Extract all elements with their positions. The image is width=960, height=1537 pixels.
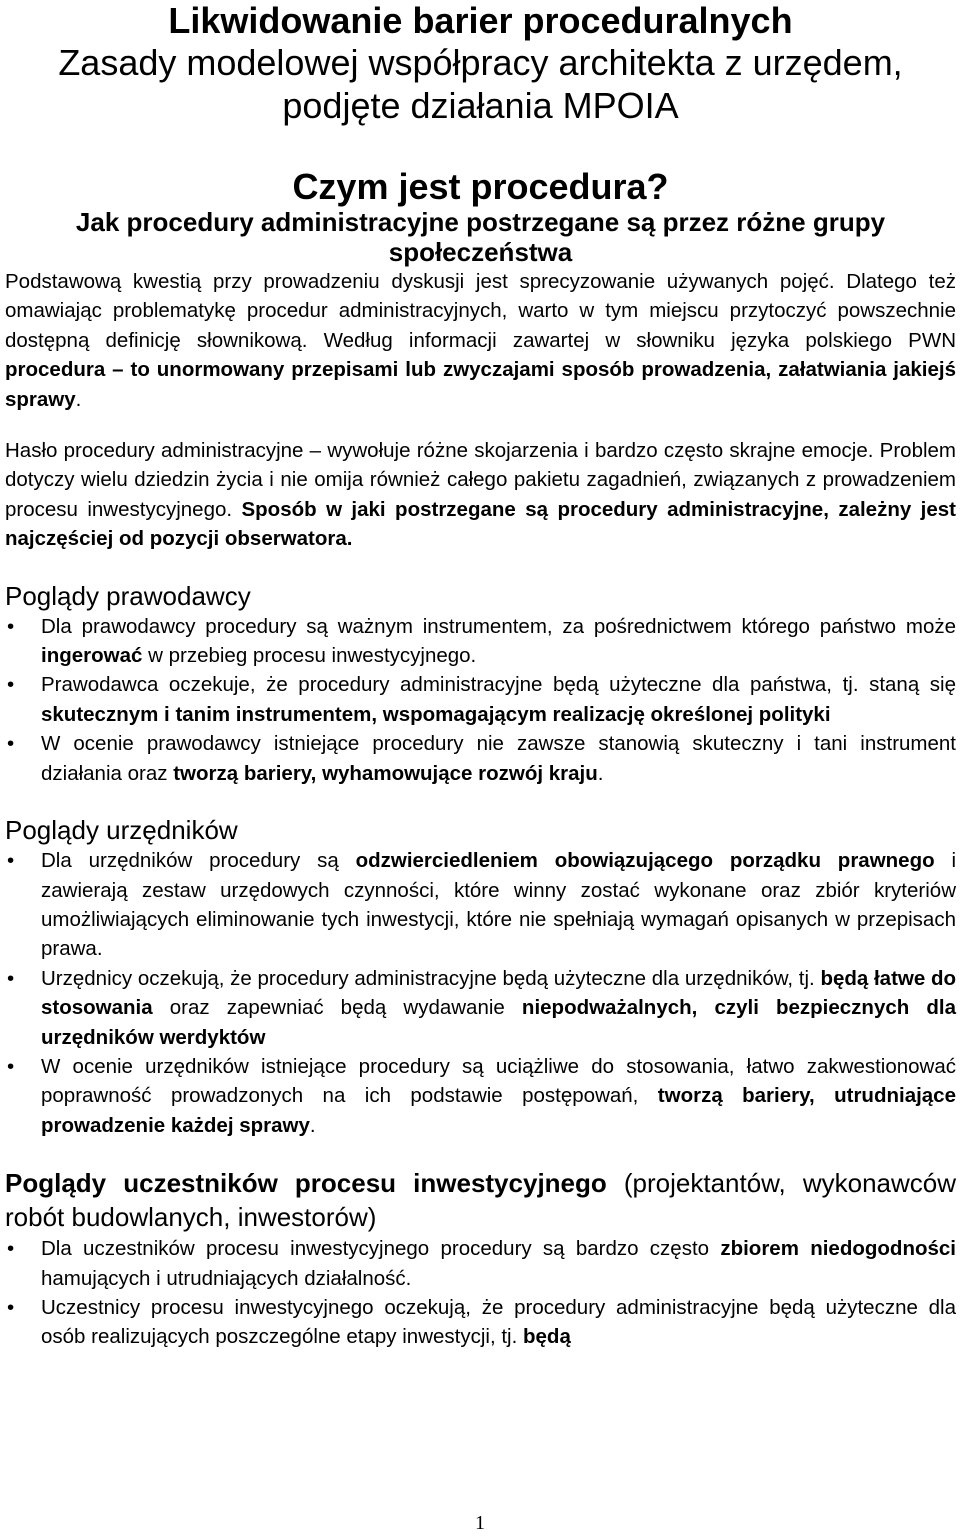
intro-paragraph: Hasło procedury administracyjne – wywołuje różne skojarzenia i bardzo często skrajne emocje. Problem dotyczy wielu dziedzin życia i nie omija również całego pakietu zagadnień, związanych z prowadzeniem procesu inwestycyjnego. Sposób w jaki postrzegane są procedury administracyjne, zależny jest najczęściej od pozycji obserwatora. (5, 439, 956, 551)
definition-paragraph: Podstawową kwestią przy prowadzeniu dyskusji jest sprecyzowanie używanych pojęć. Dlatego też omawiając problematykę procedur administracyjnych, warto w tym miejscu przytoczyć powszechnie dostępną definicję słownikową. Według informacji zawartej w słowniku języka polskiego PWN procedura – to unormowany przepisami lub zwyczajami sposób prowadzenia, załatwiania jakiejś sprawy. (5, 270, 956, 411)
definition-bold: procedura – to unormowany przepisami lub zwyczajami sposób prowadzenia, załatwiania jakiejś sprawy (5, 358, 956, 411)
section-subtitle-line-1: Jak procedury administracyjne postrzegane są przez różne grupy (75, 207, 886, 237)
document-subtitle-line-1: Zasady modelowej współpracy architekta z urzędem, (58, 42, 903, 83)
intro-bold: Sposób w jaki postrzegane są procedury administracyjne, zależny jest najczęściej od pozycji obserwatora. (5, 497, 956, 551)
bullet-icon: • (7, 1295, 15, 1319)
list-item: • Dla urzędników procedury są odzwierciedleniem obowiązującego porządku prawnego i zawierają zestaw urzędowych czynności, które winny zostać wykonane oraz zbiór kryteriów umożliwiających eliminowanie tych inwestycji, które nie spełniają wymagań opisanych w przepisach prawa. (5, 846, 956, 964)
list-item: • W ocenie prawodawcy istniejące procedury nie zawsze stanowią skuteczny i tani instrument działania oraz tworzą bariery, wyhamowujące rozwój kraju. (5, 729, 956, 788)
list-item: • Uczestnicy procesu inwestycyjnego oczekują, że procedury administracyjne będą użyteczne dla osób realizujących poszczególne etapy inwestycji, tj. będą (5, 1293, 956, 1352)
section-title: Czym jest procedura? (292, 166, 669, 207)
page-number: 1 (475, 1512, 485, 1534)
heading-uczestnikow: Poglądy uczestników procesu inwestycyjnego (projektantów, wykonawców robót budowlanych, inwestorów) (5, 1168, 957, 1233)
bullet-icon: • (7, 1054, 15, 1078)
bullet-icon: • (7, 732, 15, 756)
list-urzednikow (5, 846, 956, 1140)
document-title: Likwidowanie barier proceduralnych (168, 0, 793, 41)
bullet-icon: • (7, 614, 15, 638)
document-subtitle-line-2: podjęte działania MPOIA (282, 85, 679, 126)
list-item: • Prawodawca oczekuje, że procedury administracyjne będą użyteczne dla państwa, tj. staną się skutecznym i tanim instrumentem, wspomagającym realizację określonej polityki (5, 670, 956, 729)
bullet-icon: • (7, 849, 15, 873)
list-prawodawcy (5, 612, 956, 788)
section-subtitle-line-2: społeczeństwa (388, 237, 573, 267)
heading-urzednikow: Poglądy urzędników (5, 815, 238, 846)
list-item: • Urzędnicy oczekują, że procedury administracyjne będą użyteczne dla urzędników, tj. będą łatwe do stosowania oraz zapewniać będą wydawanie niepodważalnych, czyli bezpiecznych dla urzędników werdyktów (5, 964, 956, 1052)
list-item: • Dla uczestników procesu inwestycyjnego procedury są bardzo często zbiorem niedogodności hamujących i utrudniających działalność. (5, 1234, 956, 1293)
bullet-icon: • (7, 966, 15, 990)
document-page (5, 0, 956, 1352)
list-item: • W ocenie urzędników istniejące procedury są uciążliwe do stosowania, łatwo zakwestionować poprawność prowadzonych na ich podstawie postępowań, tworzą bariery, utrudniające prowadzenie każdej sprawy. (5, 1052, 956, 1140)
bullet-icon: • (7, 1237, 15, 1261)
list-uczestnikow (5, 1234, 956, 1352)
bullet-icon: • (7, 673, 15, 697)
list-item: • Dla prawodawcy procedury są ważnym instrumentem, za pośrednictwem którego państwo może ingerować w przebieg procesu inwestycyjnego. (5, 612, 956, 671)
heading-prawodawcy: Poglądy prawodawcy (5, 580, 251, 611)
